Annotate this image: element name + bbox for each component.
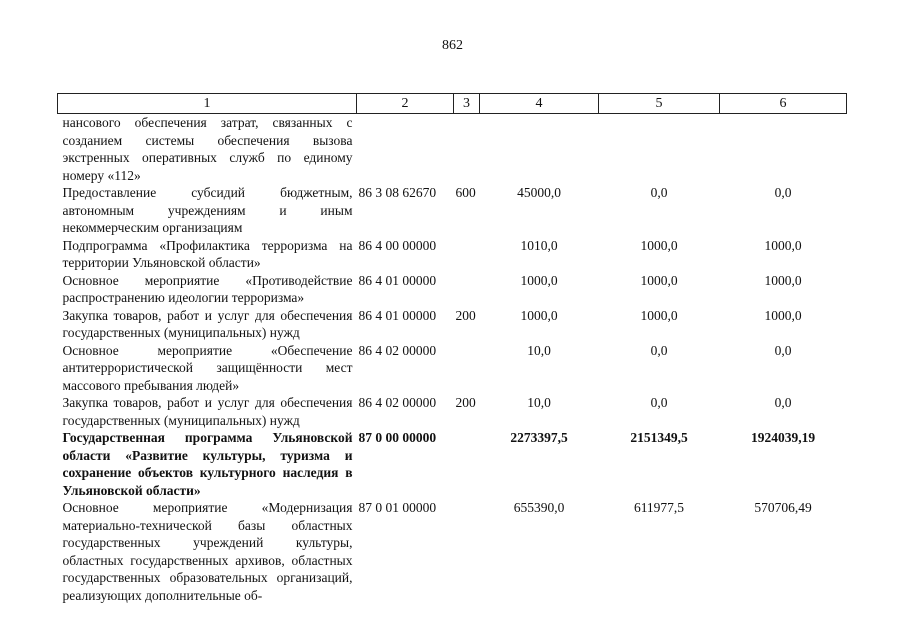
row-name: Подпрограмма «Профилактика терроризма на территории Ульяновской области» bbox=[62, 237, 353, 270]
row-value-4: 1000,0 bbox=[520, 272, 558, 288]
row-code: 86 4 02 00000 bbox=[358, 395, 437, 410]
row-expense-type bbox=[454, 237, 480, 272]
row-value-5: 1000,0 bbox=[640, 307, 678, 323]
row-name: Закупка товаров, работ и услуг для обеспечения государственных (муниципальных) нужд bbox=[62, 395, 353, 428]
row-value-4 bbox=[480, 114, 599, 185]
column-header-3: 3 bbox=[454, 94, 480, 114]
row-value-5: 1000,0 bbox=[640, 237, 678, 253]
row-code: 86 3 08 62670 bbox=[358, 185, 437, 200]
column-header-2: 2 bbox=[357, 94, 454, 114]
row-name: Основное мероприятие «Противодействие распространению идеологии терроризма» bbox=[62, 272, 353, 305]
row-value-6: 1000,0 bbox=[764, 237, 802, 253]
row-value-5 bbox=[599, 114, 720, 185]
row-code: 86 4 01 00000 bbox=[358, 272, 437, 288]
table-header-row bbox=[58, 94, 847, 114]
row-value-5: 1000,0 bbox=[640, 272, 678, 288]
row-name: нансового обеспечения затрат, связанных с созданием системы обеспечения вызова экстренных оперативных служб по единому номеру «112» bbox=[62, 115, 353, 183]
column-header-1: 1 bbox=[58, 94, 357, 114]
table-row bbox=[58, 499, 847, 604]
table-row bbox=[58, 394, 847, 429]
budget-table bbox=[57, 93, 847, 604]
row-value-6: 1000,0 bbox=[764, 307, 802, 323]
row-value-4: 1000,0 bbox=[520, 307, 558, 323]
row-name: Основное мероприятие «Модернизация материально-технической базы областных государственных учреждений культуры, областных государственных архивов, областных государственных образовательных организаций, реализующих дополнительные об- bbox=[62, 500, 353, 603]
row-value-6: 0,0 bbox=[774, 342, 792, 358]
row-code bbox=[357, 114, 454, 185]
table-row bbox=[58, 237, 847, 272]
row-value-5: 2151349,5 bbox=[630, 430, 688, 445]
row-value-6: 0,0 bbox=[774, 185, 792, 200]
row-code: 86 4 01 00000 bbox=[358, 307, 437, 323]
row-name: Государственная программа Ульяновской области «Развитие культуры, туризма и сохранение объектов культурного наследия в Ульяновской области» bbox=[62, 430, 353, 498]
row-value-6: 0,0 bbox=[774, 395, 792, 410]
row-code: 87 0 01 00000 bbox=[358, 500, 437, 515]
row-expense-type bbox=[454, 429, 480, 499]
table-row bbox=[58, 307, 847, 342]
row-expense-type bbox=[454, 499, 480, 604]
row-expense-type bbox=[454, 342, 480, 395]
row-value-4: 10,0 bbox=[527, 342, 551, 358]
row-value-6: 570706,49 bbox=[754, 500, 812, 515]
row-expense-type bbox=[454, 272, 480, 307]
row-name: Закупка товаров, работ и услуг для обеспечения государственных (муниципальных) нужд bbox=[62, 307, 353, 340]
row-expense-type: 200 bbox=[455, 395, 476, 410]
page-number: 862 bbox=[442, 38, 463, 53]
row-value-4: 45000,0 bbox=[517, 185, 561, 200]
row-value-5: 611977,5 bbox=[633, 500, 685, 515]
row-value-6: 1924039,19 bbox=[750, 430, 816, 445]
row-name: Предоставление субсидий бюджетным, автономным учреждениям и иным некоммерческим организациям bbox=[62, 185, 353, 235]
row-value-4: 10,0 bbox=[527, 395, 551, 410]
column-header-5: 5 bbox=[599, 94, 720, 114]
table-row bbox=[58, 342, 847, 395]
row-expense-type bbox=[454, 114, 480, 185]
row-name: Основное мероприятие «Обеспечение антитеррористической защищённости мест массового пребывания людей» bbox=[62, 342, 353, 393]
table-row bbox=[58, 184, 847, 237]
row-code: 87 0 00 00000 bbox=[358, 430, 437, 445]
row-value-5: 0,0 bbox=[650, 185, 668, 200]
row-code: 86 4 02 00000 bbox=[358, 342, 437, 358]
column-header-4: 4 bbox=[480, 94, 599, 114]
row-value-5: 0,0 bbox=[650, 395, 668, 410]
column-header-6: 6 bbox=[720, 94, 847, 114]
row-value-6 bbox=[720, 114, 847, 185]
row-expense-type: 600 bbox=[455, 185, 476, 200]
row-value-4: 1010,0 bbox=[520, 237, 558, 253]
table-row bbox=[58, 272, 847, 307]
row-value-5: 0,0 bbox=[650, 342, 668, 358]
table-row bbox=[58, 114, 847, 185]
row-expense-type: 200 bbox=[455, 307, 476, 323]
row-code: 86 4 00 00000 bbox=[358, 237, 437, 253]
row-value-4: 655390,0 bbox=[513, 500, 565, 515]
row-value-6: 1000,0 bbox=[764, 272, 802, 288]
table-row bbox=[58, 429, 847, 499]
row-value-4: 2273397,5 bbox=[510, 430, 568, 445]
